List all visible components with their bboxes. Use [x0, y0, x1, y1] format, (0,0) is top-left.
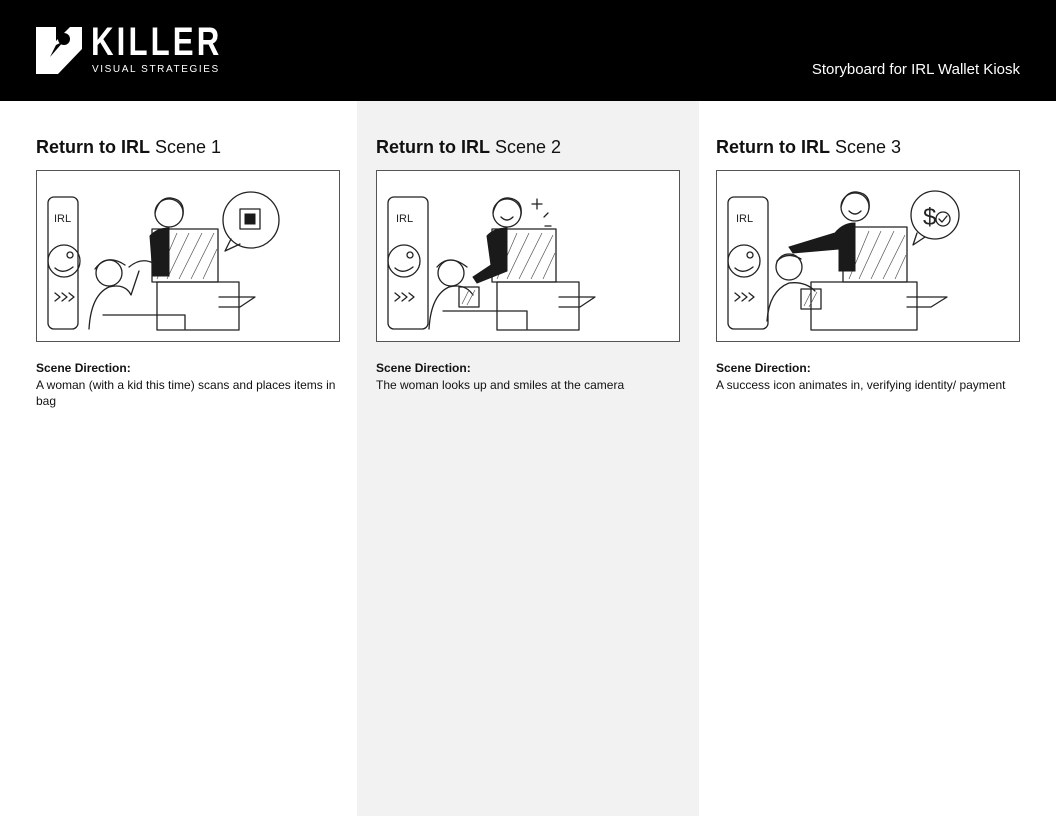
irl-sign-text: IRL — [736, 213, 754, 225]
logo-tagline: VISUAL STRATEGIES — [92, 64, 220, 75]
storyboard-frame — [716, 170, 1020, 342]
scene-title-bold: Return to IRL — [716, 137, 830, 157]
irl-sign-text: IRL — [396, 213, 414, 225]
scene-title — [716, 137, 901, 158]
scene-title-number: Scene 2 — [490, 137, 562, 157]
scene-column-3 — [699, 101, 1056, 816]
scene-direction-label: Scene Direction: — [716, 361, 811, 375]
sketch-scene-2 — [377, 171, 679, 341]
scene-title — [36, 137, 221, 158]
scene-direction-text: A woman (with a kid this time) scans and places items in bag — [36, 378, 336, 408]
storyboard-frame — [376, 170, 680, 342]
scene-title — [376, 137, 561, 158]
sketch-scene-3 — [717, 171, 1019, 341]
page-header — [0, 0, 1056, 101]
storyboard-frame — [36, 170, 340, 342]
logo-wordmark: KILLER — [91, 20, 223, 64]
scene-title-number: Scene 1 — [150, 137, 222, 157]
scene-direction-label: Scene Direction: — [376, 361, 471, 375]
sketch-scene-1 — [37, 171, 339, 341]
svg-text:$: $ — [923, 204, 937, 231]
scene-title-bold: Return to IRL — [376, 137, 490, 157]
scene-direction-text: A success icon animates in, verifying identity/ payment — [716, 378, 1006, 392]
killer-logo — [36, 20, 223, 78]
scene-title-number: Scene 3 — [830, 137, 902, 157]
scene-direction-text: The woman looks up and smiles at the camera — [376, 378, 625, 392]
scene-column-1 — [0, 101, 357, 816]
logo-mark-icon — [36, 27, 82, 74]
irl-sign-text: IRL — [54, 213, 72, 225]
scene-direction-label: Scene Direction: — [36, 361, 131, 375]
storyboard-title: Storyboard for IRL Wallet Kiosk — [811, 61, 1020, 78]
scene-column-2 — [357, 101, 699, 816]
scene-title-bold: Return to IRL — [36, 137, 150, 157]
